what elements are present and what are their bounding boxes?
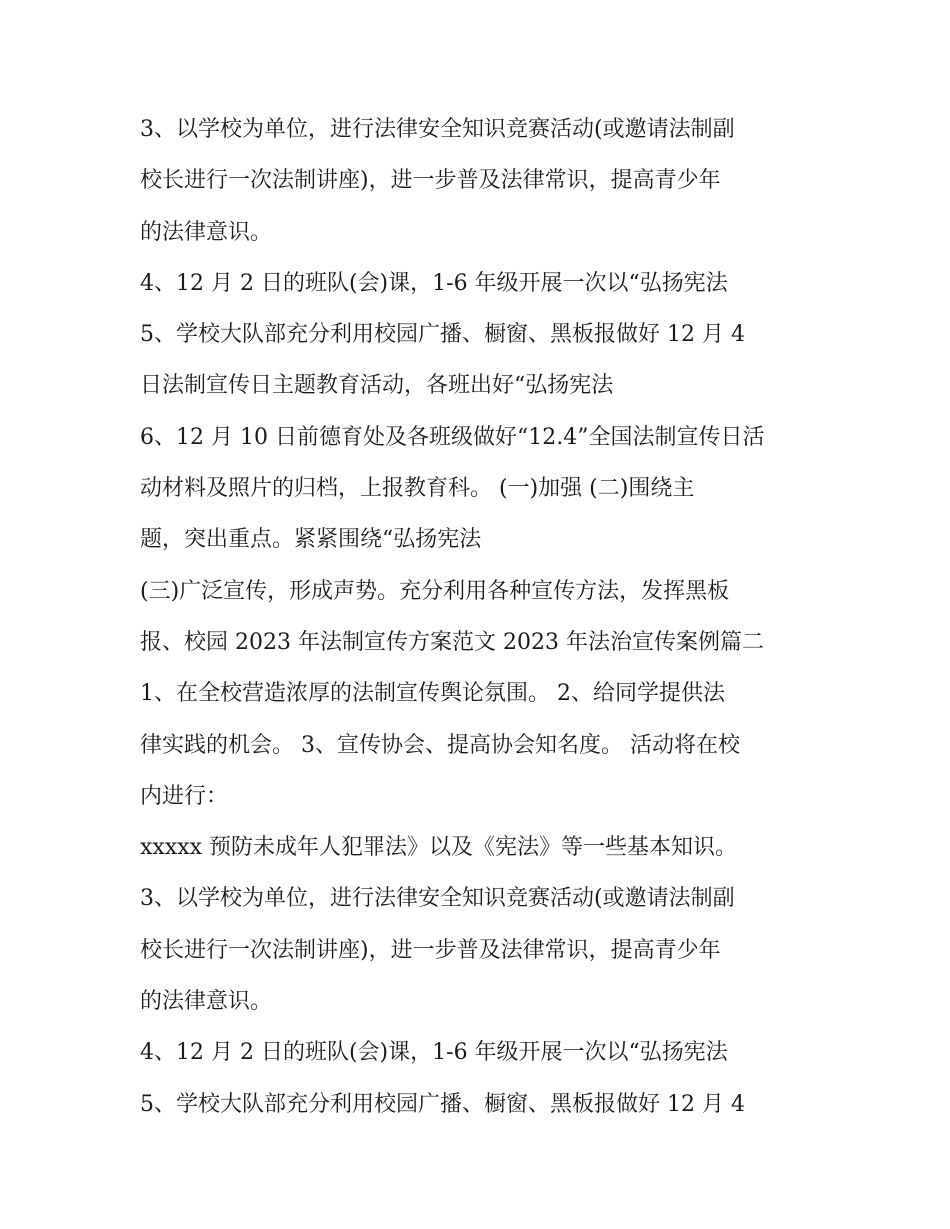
text-line: 动材料及照片的归档，上报教育科。 (一)加强 (二)围绕主 [140, 476, 695, 502]
text-line: 报、校园 2023 年法制宣传方案范文 2023 年法治宣传案例篇二 [140, 629, 764, 655]
text-line: 校长进行一次法制讲座)，进一步普及法律常识，提高青少年 [140, 168, 721, 194]
text-line: 4、12 月 2 日的班队(会)课，1-6 年级开展一次以“弘扬宪法 [140, 270, 728, 296]
text-line: 校长进行一次法制讲座)，进一步普及法律常识，提高青少年 [140, 937, 721, 963]
text-line: 3、以学校为单位，进行法律安全知识竞赛活动(或邀请法制副 [140, 886, 735, 912]
text-line: 4、12 月 2 日的班队(会)课，1-6 年级开展一次以“弘扬宪法 [140, 1040, 728, 1066]
text-line: 5、学校大队部充分利用校园广播、橱窗、黑板报做好 12 月 4 [140, 322, 745, 348]
text-line: 6、12 月 10 日前德育处及各班级做好“12.4”全国法制宣传日活 [140, 424, 765, 450]
text-line: 1、在全校营造浓厚的法制宣传舆论氛围。 2、给同学提供法 [140, 681, 725, 707]
text-line: 的法律意识。 [140, 219, 273, 245]
text-line: 5、学校大队部充分利用校园广播、橱窗、黑板报做好 12 月 4 [140, 1091, 745, 1117]
text-line: 日法制宣传日主题教育活动，各班出好“弘扬宪法 [140, 373, 614, 399]
text-line: 的法律意识。 [140, 989, 273, 1015]
text-line: 内进行： [140, 783, 229, 809]
document-body [140, 104, 830, 1130]
text-line: 题，突出重点。紧紧围绕“弘扬宪法 [140, 527, 482, 553]
text-line: 3、以学校为单位，进行法律安全知识竞赛活动(或邀请法制副 [140, 117, 735, 142]
text-line: xxxxx 预防未成年人犯罪法》以及《宪法》等一些基本知识。 [140, 835, 738, 861]
text-line: (三)广泛宣传，形成声势。充分利用各种宣传方法，发挥黑板 [140, 578, 730, 604]
text-line: 律实践的机会。 3、宣传协会、提高协会知名度。 活动将在校 [140, 732, 740, 758]
